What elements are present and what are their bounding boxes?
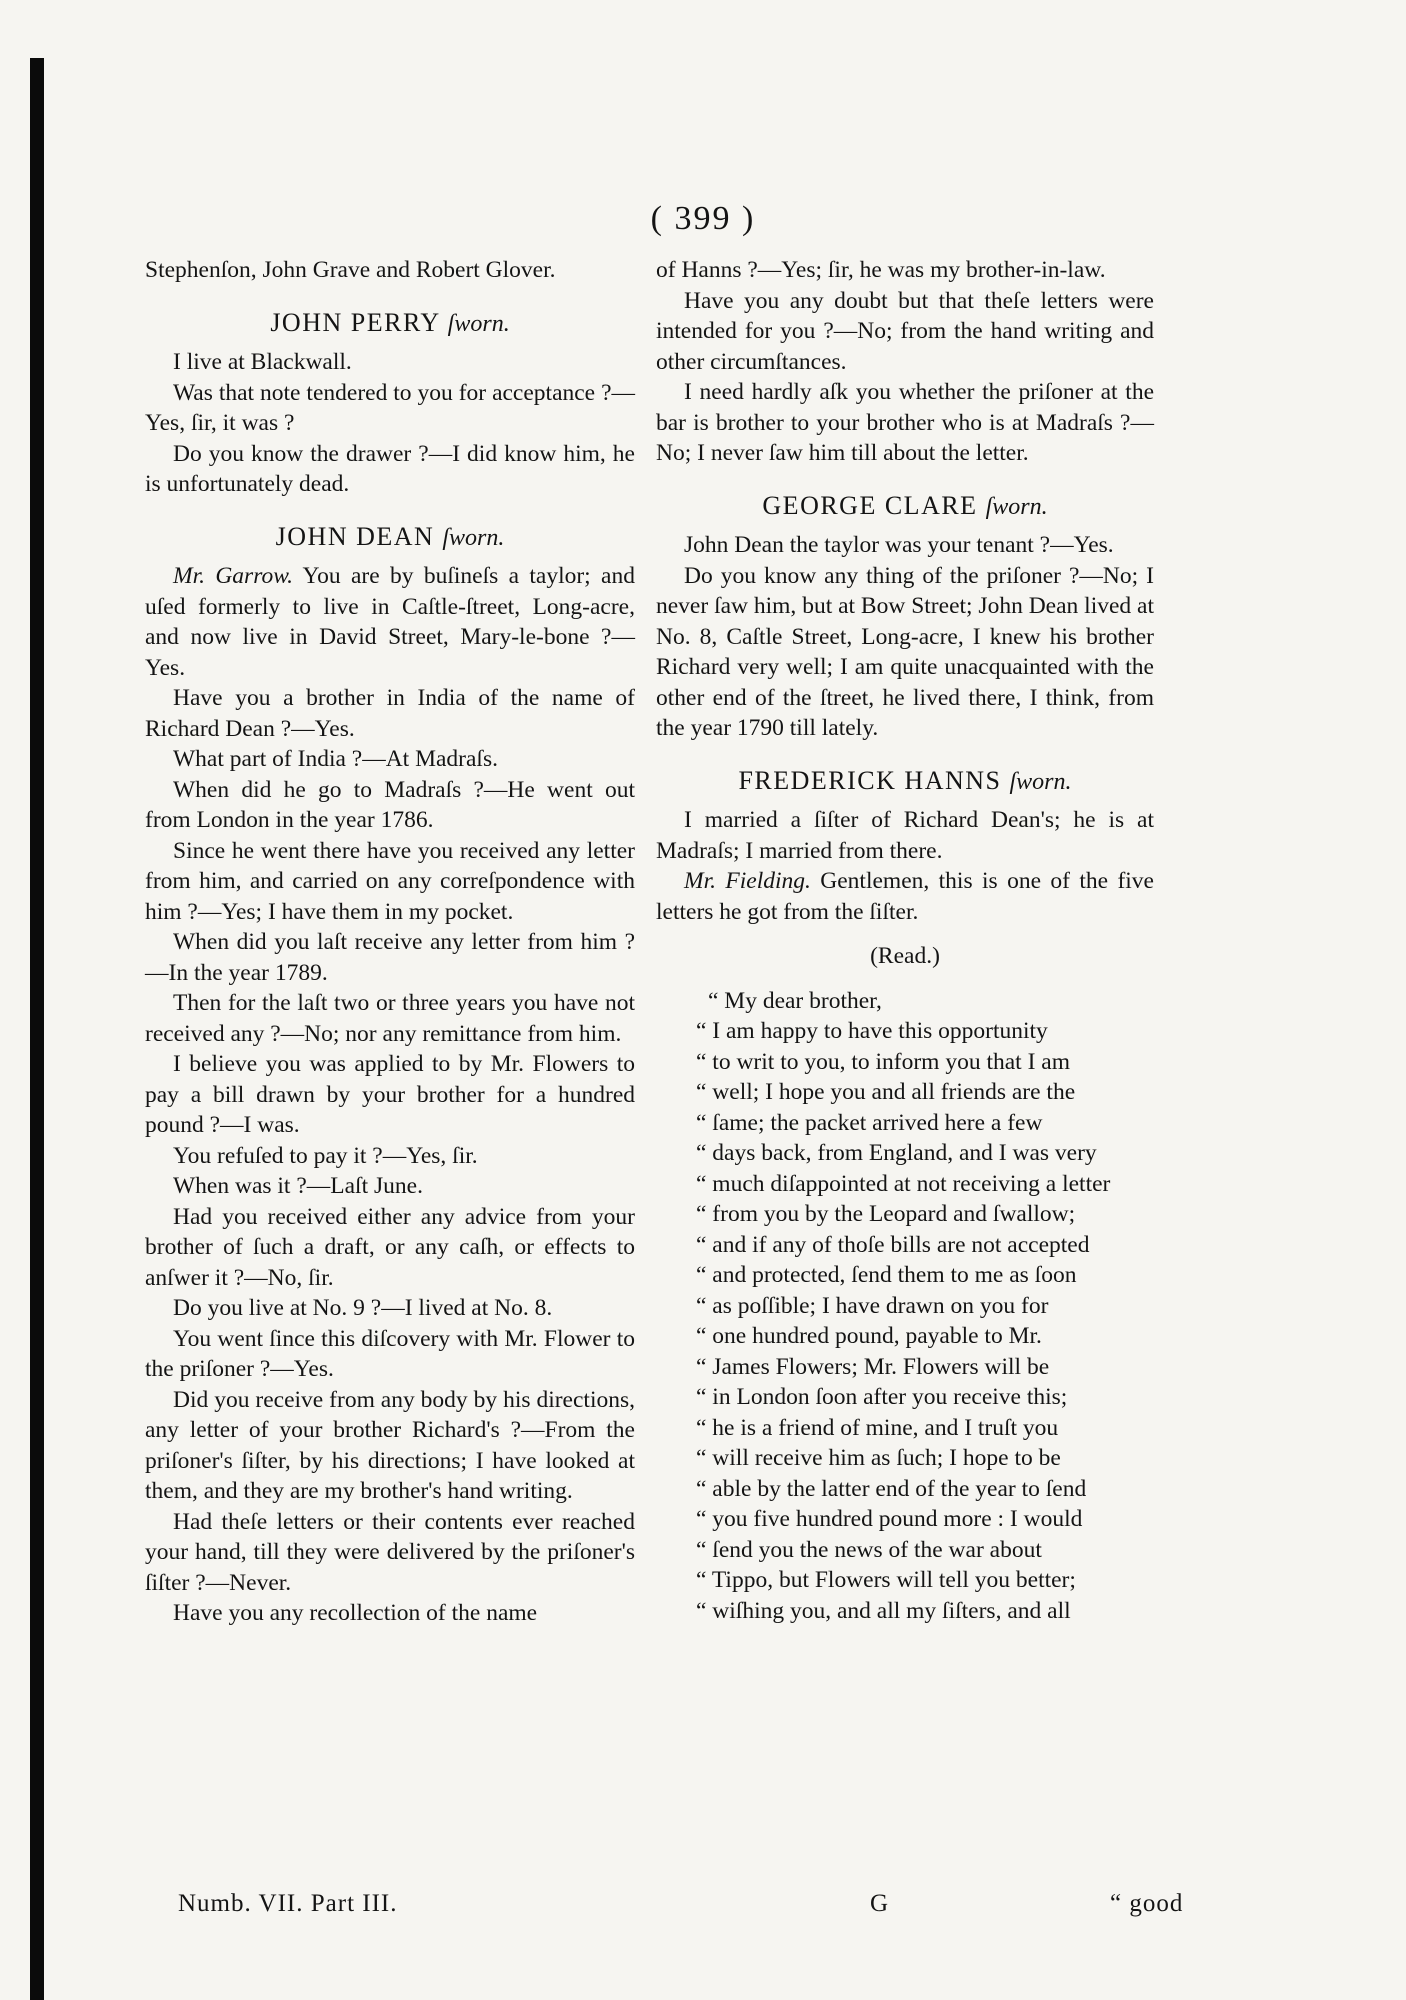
paragraph: Did you receive from any body by his directions, any letter of your brother Richard's ?—From the priſoner's ſiſter, by his directions; I have looked at them, and they are my brother's hand writing. (145, 1386, 635, 1504)
sworn-label: ſworn. (442, 524, 505, 551)
paragraph: Have you any recollection of the name (173, 1600, 538, 1626)
witness-name: JOHN PERRY (270, 307, 440, 337)
letter-line: “ he is a friend of mine, and I truſt you (696, 1414, 1059, 1441)
paragraph (656, 866, 1154, 927)
paragraph: When did you laſt receive any letter from him ?—In the year 1789. (145, 929, 635, 986)
paragraph: Since he went there have you received any letter from him, and carried on any correſpondence with him ?—Yes; I have them in my pocket. (145, 837, 635, 925)
sworn-label: ſworn. (447, 310, 510, 337)
paragraph: You refuſed to pay it ?—Yes, ſir. (173, 1142, 478, 1169)
letter-line: “ much diſappointed at not receiving a letter (696, 1170, 1111, 1197)
paragraph: Was that note tendered to you for acceptance ?—Yes, ſir, it was ? (145, 379, 635, 436)
letter-line: “ in London ſoon after you receive this; (696, 1384, 1068, 1410)
letter-line: “ James Flowers; Mr. Flowers will be (696, 1353, 1050, 1380)
paragraph: I believe you was applied to by Mr. Flowers to pay a bill drawn by your brother for a hundred pound ?—I was. (145, 1051, 635, 1138)
intro-text: Stephenſon, John Grave and Robert Glover. (145, 257, 556, 283)
witness-name: FREDERICK HANNS (738, 765, 1002, 795)
letter-line: “ and protected, ſend them to me as ſoon (696, 1262, 1077, 1288)
paragraph: I married a ſiſter of Richard Dean's; he is at Madraſs; I married from there. (656, 807, 1154, 864)
letter-salutation: “ My dear brother, (708, 987, 882, 1014)
letter-line: “ wiſhing you, and all my ſiſters, and all (696, 1597, 1071, 1624)
paragraph: Had you received either any advice from your brother of ſuch a draft, or any caſh, or effects to anſwer it ?—No, ſir. (145, 1203, 635, 1291)
witness-heading-hanns (656, 766, 1154, 798)
right-column (656, 255, 1154, 1626)
footer-signature-mark: G (870, 1890, 890, 1917)
paragraph: I need hardly aſk you whether the priſoner at the bar is brother to your brother who is at Madraſs ?—No; I never ſaw him till about the letter. (656, 379, 1154, 466)
sworn-label: ſworn. (1009, 768, 1072, 795)
footer-catchword: “ good (1110, 1890, 1184, 1917)
paragraph: of Hanns ?—Yes; ſir, he was my brother-in-law. (656, 257, 1106, 283)
paragraph: When did he go to Madraſs ?—He went out from London in the year 1786. (145, 776, 635, 833)
letter-line: “ well; I hope you and all friends are the (696, 1079, 1076, 1105)
paragraph: When was it ?—Laſt June. (173, 1173, 423, 1199)
letter-line: “ ſend you the news of the war about (696, 1536, 1042, 1563)
letter-line: “ to writ to you, to inform you that I am (696, 1048, 1070, 1075)
witness-name: JOHN DEAN (275, 521, 435, 551)
paragraph: Have you any doubt but that theſe letters were intended for you ?—No; from the hand writing and other circumſtances. (656, 287, 1154, 375)
paragraph: You went ſince this diſcovery with Mr. Flower to the priſoner ?—Yes. (145, 1325, 635, 1382)
paragraph: What part of India ?—At Madraſs. (173, 746, 498, 772)
sworn-label: ſworn. (985, 493, 1048, 520)
paragraph-text: You are by buſineſs a taylor; and uſed formerly to live in Caſtle-ſtreet, Long-acre, and now live in David Street, Mary-le-bone ?—Yes. (145, 563, 635, 681)
paragraph: Have you a brother in India of the name of Richard Dean ?—Yes. (145, 685, 635, 742)
witness-name: GEORGE CLARE (762, 490, 978, 520)
speaker-name: Mr. Garrow. (173, 563, 294, 589)
paragraph-text: Gentlemen, this is one of the five letters he got from the ſiſter. (656, 868, 1154, 925)
letter-line: “ Tippo, but Flowers will tell you better; (696, 1567, 1076, 1593)
letter-line: “ able by the latter end of the year to ſend (696, 1475, 1087, 1502)
paragraph: John Dean the taylor was your tenant ?—Yes. (684, 532, 1114, 558)
letter-line: “ I am happy to have this opportunity (696, 1018, 1048, 1044)
paragraph: Do you know any thing of the priſoner ?—No; I never ſaw him, but at Bow Street; John Dean lived at No. 8, Caſtle Street, Long-acre, I knew his brother Richard very well; I am quite unacquainted with the other end of the ſtreet, he lived there, I think, from the year 1790 till lately. (656, 562, 1154, 741)
page-binding-edge (30, 58, 44, 2000)
paragraph: Do you know the drawer ?—I did know him, he is unfortunately dead. (145, 440, 635, 497)
footer-part-marker: Numb. VII. Part III. (178, 1890, 398, 1917)
letter-line: “ ſame; the packet arrived here a few (696, 1109, 1043, 1136)
letter-line: “ will receive him as ſuch; I hope to be (696, 1445, 1061, 1471)
witness-heading-dean (145, 522, 635, 554)
paragraph (145, 561, 635, 683)
witness-heading-clare (656, 491, 1154, 523)
letter-line: “ as poſſible; I have drawn on you for (696, 1292, 1049, 1319)
page-number: ( 399 ) (650, 200, 756, 237)
left-column (145, 255, 635, 1629)
witness-heading-perry (145, 308, 635, 340)
paragraph: I live at Blackwall. (173, 349, 352, 375)
letter-line: “ days back, from England, and I was very (696, 1140, 1097, 1166)
paragraph: Do you live at No. 9 ?—I lived at No. 8. (173, 1295, 553, 1321)
paragraph: Then for the laſt two or three years you have not received any ?—No; nor any remittance from him. (145, 990, 635, 1047)
letter-line: “ one hundred pound, payable to Mr. (696, 1323, 1042, 1349)
letter-line: “ and if any of thoſe bills are not accepted (696, 1231, 1090, 1258)
speaker-name: Mr. Fielding. (684, 868, 811, 894)
letter-line: “ from you by the Leopard and ſwallow; (696, 1201, 1076, 1227)
letter-line: “ you five hundred pound more : I would (696, 1506, 1083, 1532)
paragraph: Had theſe letters or their contents ever reached your hand, till they were delivered by the priſoner's ſiſter ?—Never. (145, 1508, 635, 1596)
read-marker: (Read.) (870, 943, 940, 969)
